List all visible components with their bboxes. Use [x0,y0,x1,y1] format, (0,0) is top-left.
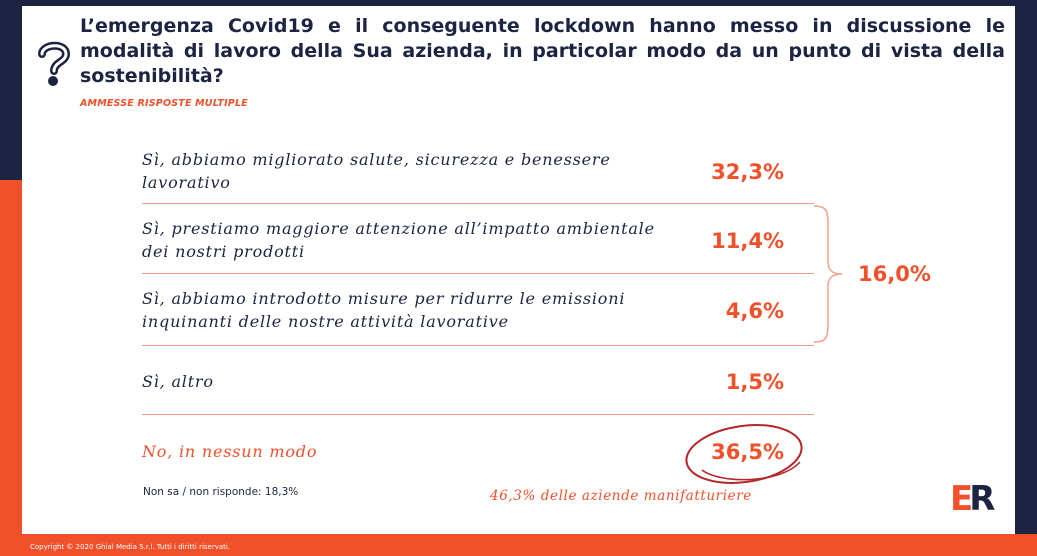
answer-value: 32,3% [711,160,784,184]
divider [142,414,814,415]
group-total-value: 16,0% [858,262,931,286]
divider [142,273,814,274]
answer-value: 11,4% [711,229,784,253]
copyright-text: Copyright © 2020 Ghial Media S.r.l. Tutti i diritti riservati. [30,543,231,551]
footer-bar [0,534,1037,556]
answer-row [142,287,814,337]
answer-label: Sì, altro [142,372,214,391]
non-sa-note: Non sa / non risponde: 18,3% [143,486,299,498]
question-title: L’emergenza Covid19 e il conseguente lockdown hanno messo in discussione le modalità di lavoro della Sua azienda, in particolar modo da un punto di vista della sostenibilità? [80,15,1005,87]
divider [142,345,814,346]
answer-label: Sì, prestiamo maggiore attenzione all’impatto ambientale dei nostri prodotti [142,219,655,261]
highlight-circle [680,418,810,488]
manifatturiere-annotation: 46,3% delle aziende manifatturiere [490,488,752,504]
answer-row [142,217,814,267]
question-mark-icon [32,40,76,95]
answer-label: Sì, abbiamo introdotto misure per ridurre le emissioni inquinanti delle nostre attività lavorative [142,289,626,331]
multiple-answers-note: AMMESSE RISPOSTE MULTIPLE [80,98,248,109]
answer-row [142,148,814,198]
answer-row [142,370,814,400]
group-bracket [812,204,852,344]
answer-label: Sì, abbiamo migliorato salute, sicurezza e benessere lavorativo [142,150,611,192]
er-logo: ER [950,479,992,519]
answer-value: 1,5% [725,370,784,394]
answer-value: 4,6% [725,299,784,323]
divider [142,203,814,204]
answer-label: No, in nessun modo [142,442,318,461]
frame-right [1015,0,1037,556]
answer-value: 36,5% [711,440,784,464]
